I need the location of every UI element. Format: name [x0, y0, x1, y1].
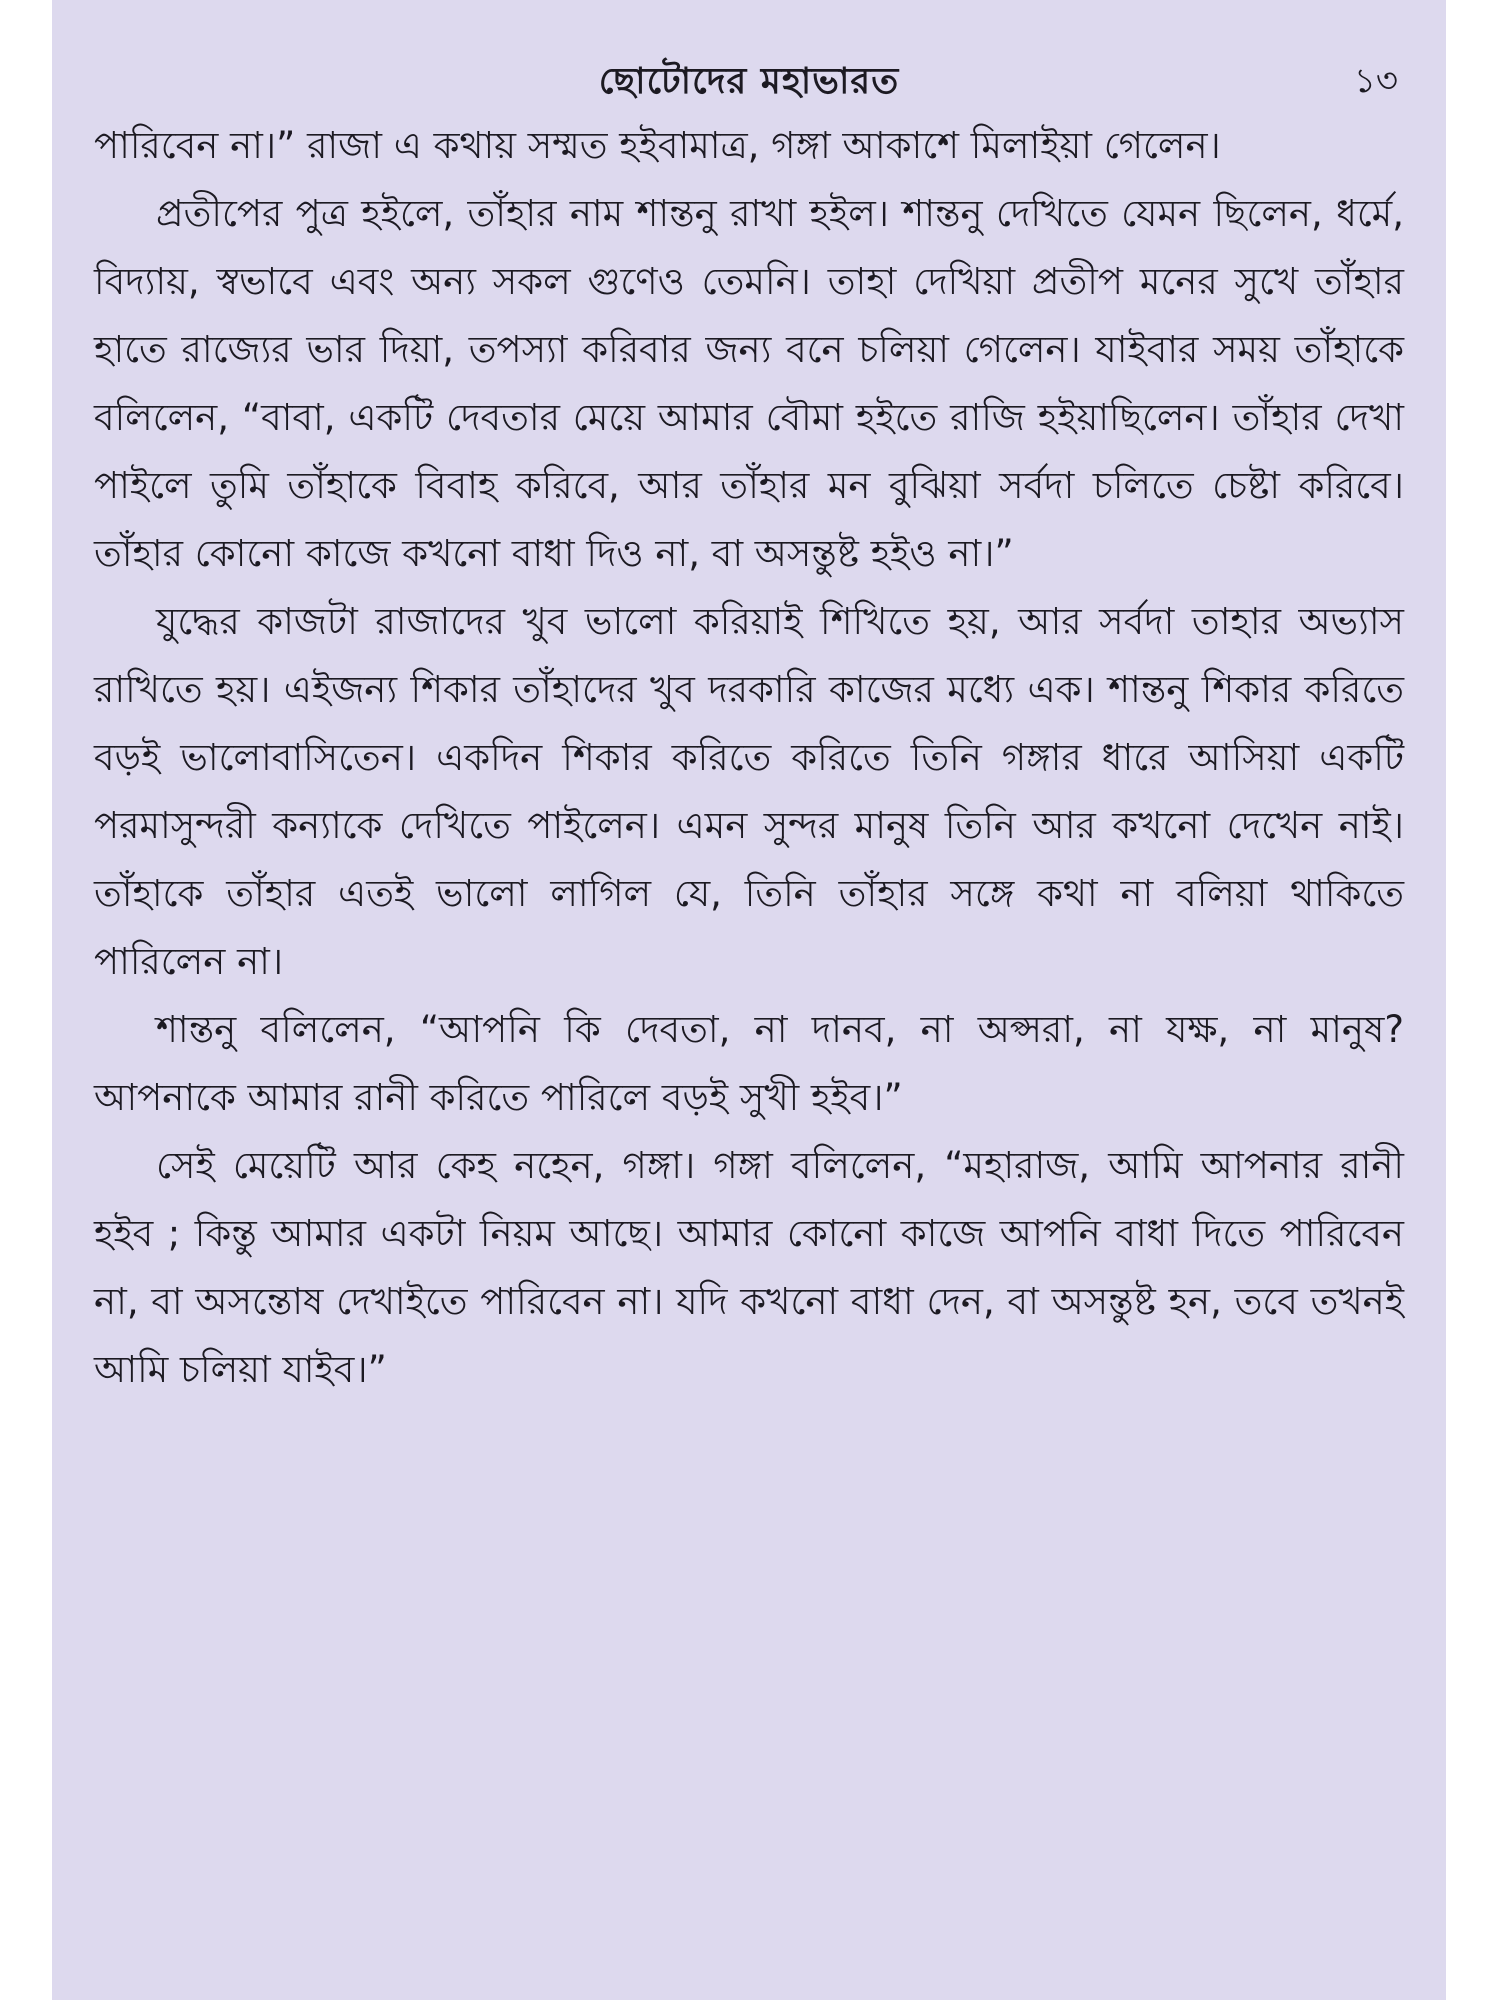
book-page: [52, 0, 1446, 2000]
paragraph-shantanu-speech: শান্তনু বলিলেন, “আপনি কি দেবতা, না দানব, না অপ্সরা, না যক্ষ, না মানুষ? আপনাকে আমার রানী করিতে পারিলে বড়ই সুখী হইব।”: [94, 1008, 1404, 1119]
page-number: ১৩: [1353, 61, 1398, 101]
paragraph-continuation: পারিবেন না।” রাজা এ কথায় সম্মত হইবামাত্র, গঙ্গা আকাশে মিলাইয়া গেলেন।: [94, 124, 1221, 167]
paragraph-ganga-reply: সেই মেয়েটি আর কেহ নহেন, গঙ্গা। গঙ্গা বলিলেন, “মহারাজ, আমি আপনার রানী হইব ; কিন্তু আমার একটা নিয়ম আছে। আমার কোনো কাজে আপনি বাধা দিতে পারিবেন না, বা অসন্তোষ দেখাইতে পারিবেন না। যদি কখনো বাধা দেন, বা অসন্তুষ্ট হন, তবে তখনই আমি চলিয়া যাইব।”: [94, 1144, 1404, 1391]
running-header: [52, 56, 1446, 116]
paragraph-shantanu-birth: প্রতীপের পুত্র হইলে, তাঁহার নাম শান্তনু রাখা হইল। শান্তনু দেখিতে যেমন ছিলেন, ধর্মে, বিদ্যায়, স্বভাবে এবং অন্য সকল গুণেও তেমনি। তাহা দেখিয়া প্রতীপ মনের সুখে তাঁহার হাতে রাজ্যের ভার দিয়া, তপস্যা করিবার জন্য বনে চলিয়া গেলেন। যাইবার সময় তাঁহাকে বলিলেন, “বাবা, একটি দেবতার মেয়ে আমার বৌমা হইতে রাজি হইয়াছিলেন। তাঁহার দেখা পাইলে তুমি তাঁহাকে বিবাহ করিবে, আর তাঁহার মন বুঝিয়া সর্বদা চলিতে চেষ্টা করিবে। তাঁহার কোনো কাজে কখনো বাধা দিও না, বা অসন্তুষ্ট হইও না।”: [94, 192, 1404, 575]
body-text: [94, 112, 1404, 1404]
book-title: ছোটোদের মহাভারত: [598, 60, 900, 102]
paragraph-hunting: যুদ্ধের কাজটা রাজাদের খুব ভালো করিয়াই শিখিতে হয়, আর সর্বদা তাহার অভ্যাস রাখিতে হয়। এইজন্য শিকার তাঁহাদের খুব দরকারি কাজের মধ্যে এক। শান্তনু শিকার করিতে বড়ই ভালোবাসিতেন। একদিন শিকার করিতে করিতে তিনি গঙ্গার ধারে আসিয়া একটি পরমাসুন্দরী কন্যাকে দেখিতে পাইলেন। এমন সুন্দর মানুষ তিনি আর কখনো দেখেন নাই। তাঁহাকে তাঁহার এতই ভালো লাগিল যে, তিনি তাঁহার সঙ্গে কথা না বলিয়া থাকিতে পারিলেন না।: [94, 600, 1404, 983]
